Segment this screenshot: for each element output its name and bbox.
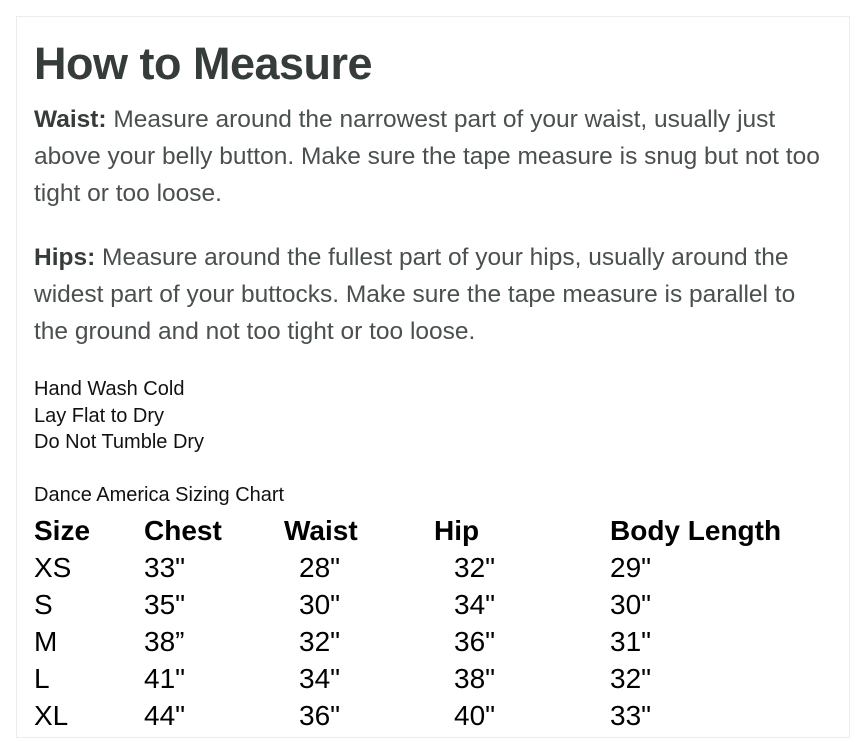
waist-cell: 30" xyxy=(299,589,341,620)
body-length-cell: 29" xyxy=(610,552,652,583)
hip-cell: 34" xyxy=(454,589,496,620)
waist-cell: 34" xyxy=(299,663,341,694)
table-row xyxy=(34,697,834,734)
column-header-waist: Waist xyxy=(284,515,358,546)
care-item: Hand Wash Cold xyxy=(34,378,185,400)
table-row xyxy=(34,623,834,660)
hip-cell: 40" xyxy=(454,700,496,731)
chest-cell: 41" xyxy=(144,663,186,694)
sizing-chart-title: Dance America Sizing Chart xyxy=(34,484,285,506)
page-title: How to Measure xyxy=(34,38,373,89)
care-item: Do Not Tumble Dry xyxy=(34,431,205,453)
hip-cell: 36" xyxy=(454,626,496,657)
waist-instructions xyxy=(34,101,834,212)
body-length-cell: 30" xyxy=(610,589,652,620)
size-cell: XL xyxy=(34,700,69,731)
hips-instructions xyxy=(34,239,834,350)
hips-text: Measure around the fullest part of your hips, usually around the widest part of your buttocks. Make sure the tape measure is parallel to the ground and not too tight or too loose. xyxy=(34,244,796,345)
table-row xyxy=(34,660,834,697)
hip-cell: 38" xyxy=(454,663,496,694)
hip-cell: 32" xyxy=(454,552,496,583)
waist-cell: 36" xyxy=(299,700,341,731)
body-length-cell: 33" xyxy=(610,700,652,731)
chest-cell: 35" xyxy=(144,589,186,620)
table-row xyxy=(34,586,834,623)
size-cell: XS xyxy=(34,552,72,583)
waist-label: Waist: xyxy=(34,106,107,133)
chest-cell: 38” xyxy=(144,626,185,657)
waist-text: Measure around the narrowest part of your waist, usually just above your belly button. Make sure the tape measure is snug but not too tight or too loose. xyxy=(34,106,820,207)
column-header-body-length: Body Length xyxy=(610,515,782,546)
chest-cell: 44" xyxy=(144,700,186,731)
table-header-row xyxy=(34,512,834,549)
body-length-cell: 31" xyxy=(610,626,652,657)
sizing-table xyxy=(34,512,834,734)
size-cell: M xyxy=(34,626,58,657)
body-length-cell: 32" xyxy=(610,663,652,694)
column-header-size: Size xyxy=(34,515,91,546)
table-row xyxy=(34,549,834,586)
size-cell: S xyxy=(34,589,53,620)
hips-label: Hips: xyxy=(34,244,96,271)
care-instructions xyxy=(34,376,204,456)
size-cell: L xyxy=(34,663,50,694)
care-item: Lay Flat to Dry xyxy=(34,404,165,427)
chest-cell: 33" xyxy=(144,552,186,583)
column-header-chest: Chest xyxy=(144,515,222,546)
column-header-hip: Hip xyxy=(434,515,480,546)
waist-cell: 28" xyxy=(299,552,341,583)
waist-cell: 32" xyxy=(299,626,341,657)
